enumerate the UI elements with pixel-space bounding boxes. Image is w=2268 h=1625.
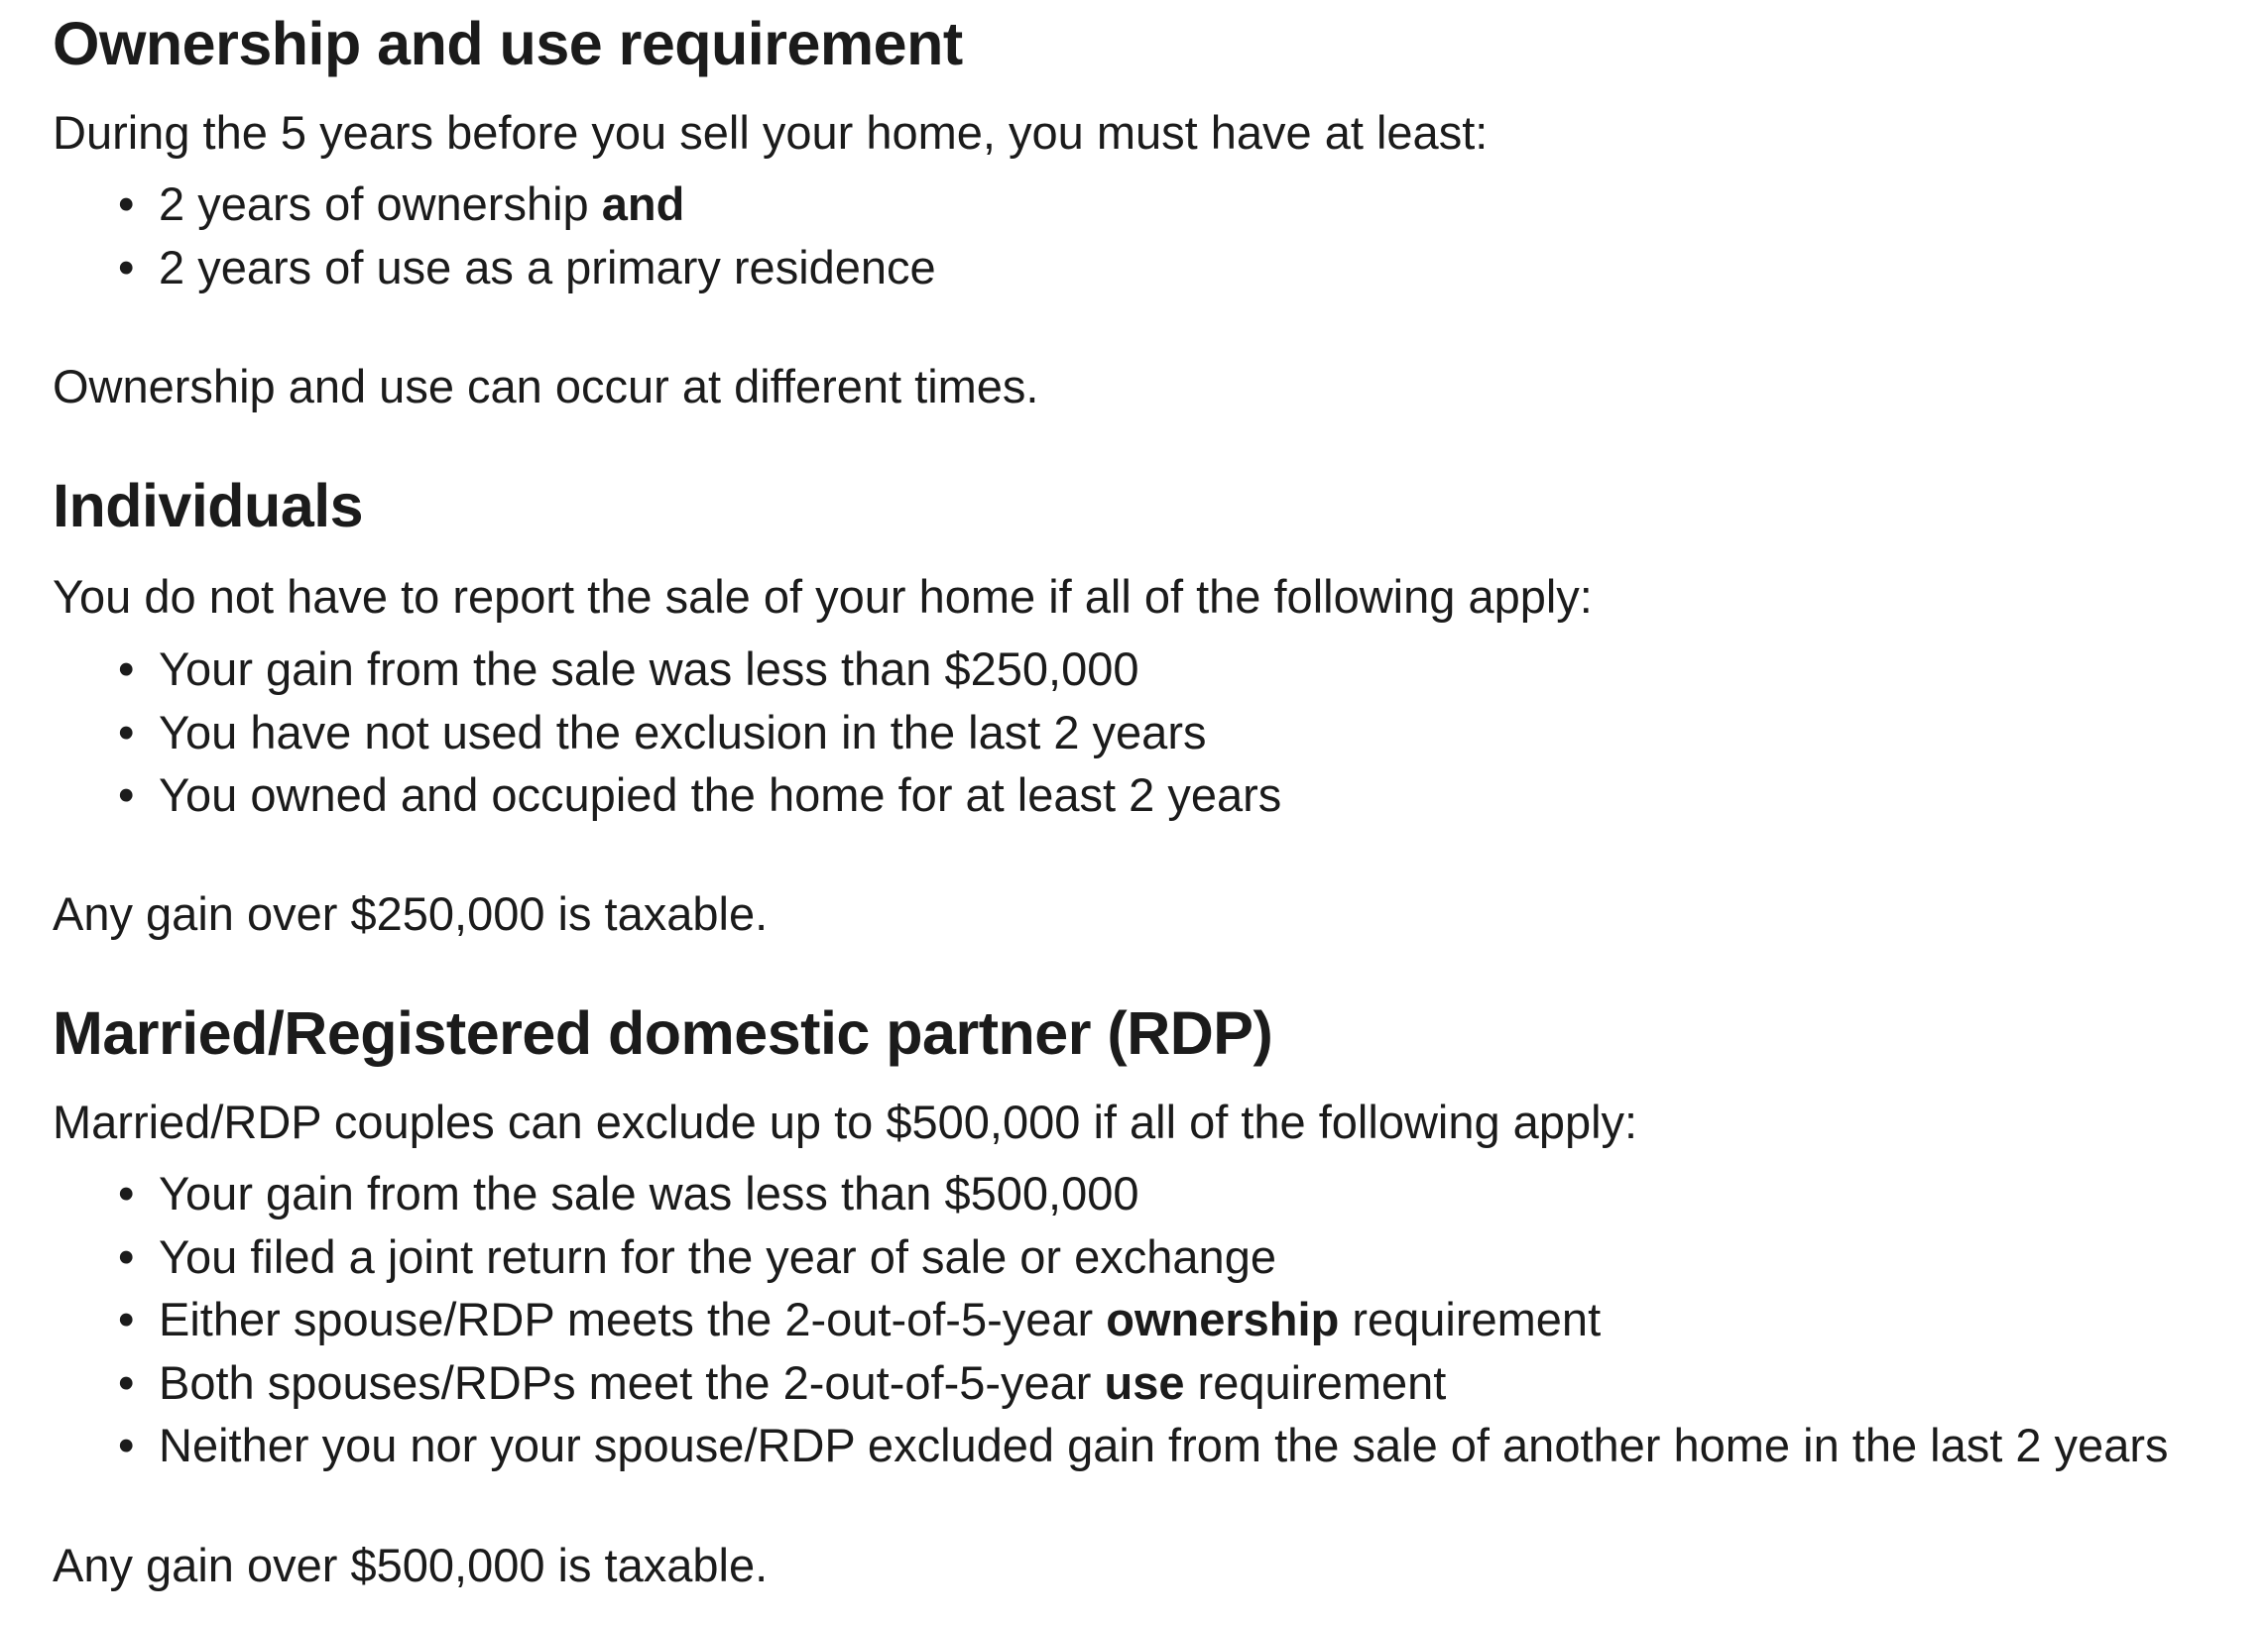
bullet-icon: • <box>118 642 135 695</box>
list-item: • You owned and occupied the home for at least 2 years <box>53 763 1281 827</box>
married-list <box>53 1162 2169 1477</box>
individuals-note: Any gain over $250,000 is taxable. <box>53 887 769 940</box>
individuals-intro: You do not have to report the sale of your home if all of the following apply: <box>53 570 1593 623</box>
married-heading: Married/Registered domestic partner (RDP) <box>53 999 1273 1067</box>
list-item: • You have not used the exclusion in the last 2 years <box>53 701 1281 764</box>
ownership-note: Ownership and use can occur at different times. <box>53 360 1039 412</box>
ownership-heading: Ownership and use requirement <box>53 10 963 77</box>
bullet-icon: • <box>118 177 135 230</box>
bullet-icon: • <box>118 1419 135 1471</box>
list-item: • Your gain from the sale was less than $250,000 <box>53 638 1281 701</box>
list-item: • Neither you nor your spouse/RDP excluded gain from the sale of another home in the last 2 years <box>53 1414 2169 1477</box>
list-item: • 2 years of ownership and <box>53 173 936 236</box>
bullet-icon: • <box>118 768 135 821</box>
bullet-icon: • <box>118 1293 135 1345</box>
ownership-list <box>53 173 936 298</box>
married-intro: Married/RDP couples can exclude up to $500,000 if all of the following apply: <box>53 1096 1638 1148</box>
individuals-list <box>53 638 1281 827</box>
bullet-icon: • <box>118 1229 135 1283</box>
list-item: • Your gain from the sale was less than $500,000 <box>53 1162 2169 1225</box>
list-item: • Either spouse/RDP meets the 2-out-of-5-year ownership requirement <box>53 1288 2169 1351</box>
married-note: Any gain over $500,000 is taxable. <box>53 1539 769 1591</box>
list-item: • 2 years of use as a primary residence <box>53 236 936 299</box>
ownership-intro: During the 5 years before you sell your home, you must have at least: <box>53 106 1489 159</box>
individuals-heading: Individuals <box>53 472 364 539</box>
bullet-icon: • <box>118 1355 135 1409</box>
bullet-icon: • <box>118 1167 135 1219</box>
bullet-icon: • <box>118 240 135 293</box>
bullet-icon: • <box>118 705 135 758</box>
list-item: • You filed a joint return for the year of sale or exchange <box>53 1225 2169 1289</box>
list-item: • Both spouses/RDPs meet the 2-out-of-5-year use requirement <box>53 1351 2169 1415</box>
